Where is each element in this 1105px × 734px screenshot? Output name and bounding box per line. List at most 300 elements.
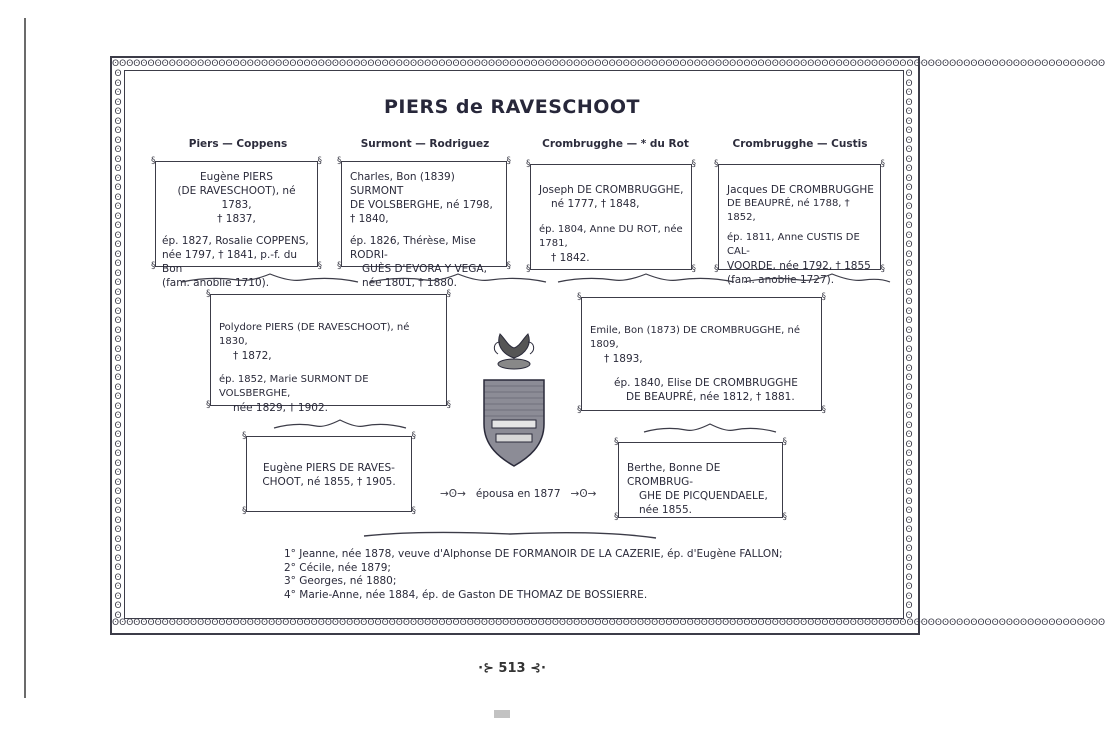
- border-ornament: ʘ: [502, 618, 510, 628]
- border-ornament: ʘ: [114, 78, 122, 89]
- border-ornament: ʘ: [566, 59, 574, 69]
- border-ornament: ʘ: [459, 59, 467, 69]
- border-ornament: ʘ: [807, 59, 815, 69]
- border-ornament: ʘ: [114, 192, 122, 203]
- corner-ornament: §: [151, 156, 156, 166]
- border-ornament: ʘ: [905, 544, 913, 554]
- border-ornament: ʘ: [424, 59, 432, 69]
- box-line: † 1893,: [604, 353, 643, 365]
- border-ornament: ʘ: [905, 183, 913, 193]
- border-ornament: ʘ: [114, 439, 122, 450]
- page-title: PIERS de RAVESCHOOT: [383, 96, 641, 118]
- border-ornament: ʘ: [757, 618, 765, 628]
- border-ornament: ʘ: [700, 59, 708, 69]
- border-ornament: ʘ: [587, 59, 595, 69]
- border-ornament: ʘ: [133, 618, 141, 628]
- border-ornament: ʘ: [1034, 59, 1042, 69]
- box-line: VOORDE, née 1792, † 1855: [727, 260, 871, 272]
- child-entry: 4° Marie-Anne, née 1884, ép. de Gaston DE THOMAZ DE BOSSIERRE.: [284, 588, 648, 601]
- border-ornament: ʘ: [114, 506, 122, 516]
- border-ornament: ʘ: [114, 88, 122, 98]
- border-ornament: ʘ: [558, 59, 566, 69]
- border-ornament: ʘ: [324, 59, 332, 69]
- border-ornament: ʘ: [282, 59, 290, 69]
- box-line: DE BEAUPRÉ, né 1788, † 1852,: [727, 198, 850, 223]
- border-ornament: ʘ: [114, 325, 122, 336]
- children-list: [284, 548, 783, 602]
- border-ornament: ʘ: [991, 618, 999, 628]
- border-ornament: ʘ: [112, 59, 120, 69]
- border-ornament: ʘ: [934, 618, 942, 628]
- border-ornament: ʘ: [182, 59, 191, 69]
- border-ornament: ʘ: [114, 591, 122, 602]
- border-ornament: ʘ: [835, 59, 843, 69]
- border-ornament: ʘ: [793, 618, 801, 628]
- border-ornament: ʘ: [523, 618, 531, 628]
- corner-ornament: §: [242, 506, 247, 516]
- border-ornament: ʘ: [516, 618, 524, 628]
- border-ornament: ʘ: [771, 618, 779, 628]
- border-ornament: ʘ: [743, 618, 751, 628]
- border-ornament: ʘ: [764, 618, 772, 628]
- border-ornament: ʘ: [842, 59, 850, 69]
- border-ornament: ʘ: [459, 618, 467, 628]
- border-ornament: ʘ: [147, 618, 155, 628]
- border-ornament: ʘ: [905, 582, 913, 592]
- connector-brackets-top: [150, 268, 890, 292]
- border-ornament: ʘ: [807, 618, 815, 628]
- border-ornament: ʘ: [863, 618, 872, 628]
- border-ornament: ʘ: [998, 59, 1006, 69]
- border-ornament: ʘ: [905, 192, 913, 203]
- border-ornament: ʘ: [941, 618, 950, 628]
- border-ornament: ʘ: [114, 97, 122, 108]
- border-ornament: ʘ: [445, 618, 453, 628]
- corner-ornament: §: [317, 156, 322, 166]
- border-ornament: ʘ: [114, 468, 122, 478]
- border-ornament: ʘ: [1090, 618, 1099, 628]
- border-ornament: ʘ: [905, 135, 913, 146]
- border-ornament: ʘ: [905, 344, 913, 355]
- corner-ornament: §: [782, 437, 787, 447]
- border-ornament: ʘ: [182, 618, 191, 628]
- border-ornament: ʘ: [268, 618, 276, 628]
- border-ornament: ʘ: [114, 249, 122, 260]
- corner-ornament: §: [337, 156, 342, 166]
- border-ornament: ʘ: [114, 221, 122, 231]
- border-ornament: ʘ: [793, 59, 801, 69]
- border-ornament: ʘ: [905, 525, 913, 535]
- border-ornament: ʘ: [289, 618, 297, 628]
- border-ornament: ʘ: [906, 618, 914, 628]
- border-ornament: ʘ: [331, 59, 339, 69]
- border-ornament: ʘ: [927, 59, 935, 69]
- arrow-ornament-right: →ʘ→: [570, 488, 597, 500]
- border-ornament: ʘ: [544, 618, 552, 628]
- border-ornament: ʘ: [239, 618, 247, 628]
- border-ornament: ʘ: [587, 618, 595, 628]
- border-ornament: ʘ: [225, 59, 233, 69]
- box-line: Berthe, Bonne DE CROMBRUG-: [627, 462, 721, 488]
- border-ornament: ʘ: [878, 618, 886, 628]
- corner-ornament: §: [714, 264, 719, 274]
- border-ornament: ʘ: [232, 59, 240, 69]
- genealogy-box-eugene-piers-junior: [242, 431, 416, 516]
- border-ornament: ʘ: [707, 618, 715, 628]
- border-ornament: ʘ: [871, 59, 879, 69]
- border-ornament: ʘ: [601, 618, 609, 628]
- border-ornament: ʘ: [905, 78, 913, 89]
- border-ornament: ʘ: [253, 618, 261, 628]
- border-ornament: ʘ: [622, 59, 630, 69]
- border-ornament: ʘ: [905, 487, 913, 497]
- border-ornament: ʘ: [573, 59, 581, 69]
- border-ornament: ʘ: [353, 59, 361, 69]
- box-line: Eugène PIERS DE RAVES-: [263, 462, 395, 474]
- box-line: née 1797, † 1841, p.-f. du Bon: [162, 249, 298, 275]
- border-ornament: ʘ: [114, 392, 122, 402]
- border-ornament: ʘ: [473, 618, 481, 628]
- border-ornament: ʘ: [885, 59, 893, 69]
- corner-ornament: §: [506, 261, 511, 271]
- border-ornament: ʘ: [114, 278, 122, 288]
- border-ornament: ʘ: [679, 59, 687, 69]
- border-ornament: ʘ: [438, 59, 446, 69]
- border-ornament: ʘ: [1069, 618, 1077, 628]
- border-ornament: ʘ: [1034, 618, 1042, 628]
- border-ornament: ʘ: [114, 582, 122, 592]
- border-ornament: ʘ: [622, 618, 630, 628]
- corner-ornament: §: [206, 400, 211, 410]
- border-ornament: ʘ: [218, 618, 226, 628]
- ornament-border-bottom: [112, 617, 1105, 629]
- border-ornament: ʘ: [402, 59, 410, 69]
- border-ornament: ʘ: [114, 420, 122, 431]
- border-ornament: ʘ: [1048, 59, 1056, 69]
- border-ornament: ʘ: [409, 59, 418, 69]
- border-ornament: ʘ: [114, 477, 122, 488]
- border-ornament: ʘ: [828, 618, 836, 628]
- border-ornament: ʘ: [409, 618, 418, 628]
- border-ornament: ʘ: [905, 211, 913, 222]
- border-ornament: ʘ: [849, 59, 857, 69]
- border-ornament: ʘ: [905, 126, 913, 136]
- border-ornament: ʘ: [984, 618, 992, 628]
- border-ornament: ʘ: [114, 430, 122, 440]
- border-ornament: ʘ: [905, 116, 913, 127]
- box-line: † 1872,: [233, 350, 272, 362]
- border-ornament: ʘ: [905, 382, 913, 393]
- border-ornament: ʘ: [473, 59, 481, 69]
- border-ornament: ʘ: [331, 618, 339, 628]
- border-ornament: ʘ: [1055, 59, 1063, 69]
- genealogy-box-charles-surmont: [337, 156, 511, 289]
- border-ornament: ʘ: [197, 59, 205, 69]
- border-ornament: ʘ: [905, 449, 913, 459]
- border-ornament: ʘ: [905, 202, 913, 212]
- border-ornament: ʘ: [1062, 59, 1070, 69]
- border-ornament: ʘ: [608, 59, 616, 69]
- border-ornament: ʘ: [905, 373, 913, 383]
- border-ornament: ʘ: [114, 126, 122, 136]
- border-ornament: ʘ: [700, 618, 708, 628]
- border-ornament: ʘ: [114, 316, 122, 326]
- border-ornament: ʘ: [232, 618, 240, 628]
- border-ornament: ʘ: [114, 382, 122, 393]
- ornament-border-right: [902, 69, 916, 621]
- border-ornament: ʘ: [856, 618, 864, 628]
- border-ornament: ʘ: [466, 618, 474, 628]
- border-ornament: ʘ: [905, 534, 913, 545]
- border-ornament: ʘ: [197, 618, 205, 628]
- border-ornament: ʘ: [764, 59, 772, 69]
- border-ornament: ʘ: [114, 335, 122, 345]
- corner-ornament: §: [821, 292, 826, 302]
- border-ornament: ʘ: [114, 458, 122, 469]
- border-ornament: ʘ: [537, 59, 545, 69]
- heading-crombrugghe-custis: Crombrugghe — Custis: [732, 138, 868, 150]
- border-ornament: ʘ: [778, 59, 786, 69]
- border-ornament: ʘ: [905, 107, 913, 117]
- border-ornament: ʘ: [296, 59, 304, 69]
- border-ornament: ʘ: [672, 618, 680, 628]
- border-ornament: ʘ: [154, 59, 162, 69]
- border-ornament: ʘ: [275, 59, 283, 69]
- box-line: GHE DE PICQUENDAELE,: [639, 490, 768, 502]
- border-ornament: ʘ: [977, 618, 985, 628]
- border-ornament: ʘ: [905, 506, 913, 516]
- border-ornament: ʘ: [530, 618, 538, 628]
- border-ornament: ʘ: [438, 618, 446, 628]
- border-ornament: ʘ: [757, 59, 765, 69]
- border-ornament: ʘ: [487, 59, 496, 69]
- box-line: Jacques DE CROMBRUGGHE: [727, 184, 874, 196]
- border-ornament: ʘ: [963, 59, 971, 69]
- border-ornament: ʘ: [126, 618, 134, 628]
- border-ornament: ʘ: [114, 515, 122, 526]
- border-ornament: ʘ: [722, 618, 730, 628]
- heading-surmont-rodriguez: Surmont — Rodriguez: [360, 138, 490, 150]
- border-ornament: ʘ: [821, 59, 829, 69]
- border-ornament: ʘ: [905, 278, 913, 288]
- border-ornament: ʘ: [885, 618, 893, 628]
- border-ornament: ʘ: [1083, 59, 1091, 69]
- border-ornament: ʘ: [1048, 618, 1056, 628]
- corner-ornament: §: [317, 261, 322, 271]
- box-line: (fam. anoblie 1710).: [162, 277, 270, 289]
- border-ornament: ʘ: [114, 268, 122, 279]
- border-ornament: ʘ: [544, 59, 552, 69]
- border-ornament: ʘ: [161, 59, 169, 69]
- border-ornament: ʘ: [114, 287, 122, 298]
- coat-of-arms-icon: [478, 328, 550, 470]
- border-ornament: ʘ: [1027, 618, 1035, 628]
- border-ornament: ʘ: [360, 618, 368, 628]
- border-ornament: ʘ: [388, 59, 396, 69]
- border-ornament: ʘ: [530, 59, 538, 69]
- border-ornament: ʘ: [175, 59, 183, 69]
- border-ornament: ʘ: [114, 306, 122, 317]
- border-ornament: ʘ: [905, 563, 913, 573]
- border-ornament: ʘ: [168, 618, 176, 628]
- border-ornament: ʘ: [905, 145, 913, 155]
- border-ornament: ʘ: [651, 59, 659, 69]
- genealogy-box-polydore-piers: [206, 289, 451, 414]
- border-ornament: ʘ: [665, 618, 673, 628]
- border-ornament: ʘ: [114, 145, 122, 155]
- border-ornament: ʘ: [905, 420, 913, 431]
- border-ornament: ʘ: [736, 618, 744, 628]
- border-ornament: ʘ: [1098, 59, 1105, 69]
- genealogy-box-jacques-crombrugghe: [714, 159, 885, 286]
- border-ornament: ʘ: [260, 618, 269, 628]
- ornament-border-top: [112, 58, 1105, 70]
- border-ornament: ʘ: [905, 164, 913, 174]
- border-ornament: ʘ: [814, 59, 822, 69]
- child-entry: 2° Cécile, née 1879;: [284, 561, 391, 574]
- border-ornament: ʘ: [114, 525, 122, 535]
- box-line: Joseph DE CROMBRUGGHE,: [539, 184, 684, 196]
- border-ornament: ʘ: [878, 59, 886, 69]
- border-ornament: ʘ: [114, 496, 122, 507]
- border-ornament: ʘ: [367, 59, 375, 69]
- married-text: épousa en 1877: [475, 488, 561, 500]
- box-line: CHOOT, né 1855, † 1905.: [262, 476, 396, 488]
- heading-crombrugghe-du-rot: Crombrugghe — * du Rot: [542, 138, 689, 150]
- box-line: DE VOLSBERGHE, né 1798,: [350, 199, 493, 211]
- border-ornament: ʘ: [580, 59, 588, 69]
- border-ornament: ʘ: [736, 59, 744, 69]
- border-ornament: ʘ: [112, 618, 120, 628]
- border-ornament: ʘ: [905, 259, 913, 269]
- corner-ornament: §: [411, 506, 416, 516]
- genealogy-box-berthe-crombrugghe: [614, 437, 787, 522]
- border-ornament: ʘ: [651, 618, 659, 628]
- border-ornament: ʘ: [190, 618, 198, 628]
- border-ornament: ʘ: [871, 618, 879, 628]
- border-ornament: ʘ: [905, 240, 913, 250]
- box-line: ép. 1840, Elise DE CROMBRUGGHE: [614, 377, 798, 389]
- border-ornament: ʘ: [771, 59, 779, 69]
- border-ornament: ʘ: [905, 363, 913, 374]
- border-ornament: ʘ: [693, 59, 701, 69]
- border-ornament: ʘ: [339, 59, 347, 69]
- border-ornament: ʘ: [1062, 618, 1070, 628]
- border-ornament: ʘ: [1005, 59, 1013, 69]
- border-ornament: ʘ: [487, 618, 496, 628]
- border-ornament: ʘ: [551, 59, 559, 69]
- corner-ornament: §: [782, 512, 787, 522]
- box-line: † 1837,: [217, 213, 256, 225]
- border-ornament: ʘ: [260, 59, 269, 69]
- border-ornament: ʘ: [905, 230, 913, 241]
- box-line: Emile, Bon (1873) DE CROMBRUGGHE, né 1809,: [590, 325, 800, 350]
- border-ornament: ʘ: [190, 59, 198, 69]
- border-ornament: ʘ: [949, 618, 957, 628]
- box-line: ép. 1852, Marie SURMONT DE VOLSBERGHE,: [219, 374, 369, 399]
- border-ornament: ʘ: [856, 59, 864, 69]
- border-ornament: ʘ: [594, 59, 602, 69]
- border-ornament: ʘ: [114, 572, 122, 583]
- border-ornament: ʘ: [679, 618, 687, 628]
- border-ornament: ʘ: [615, 618, 623, 628]
- border-ornament: ʘ: [114, 297, 122, 307]
- border-ornament: ʘ: [714, 59, 723, 69]
- border-ornament: ʘ: [934, 59, 942, 69]
- border-ornament: ʘ: [424, 618, 432, 628]
- border-ornament: ʘ: [353, 618, 361, 628]
- corner-ornament: §: [880, 159, 885, 169]
- box-line: Polydore PIERS (DE RAVESCHOOT), né 1830,: [219, 322, 410, 347]
- border-ornament: ʘ: [1020, 59, 1028, 69]
- border-ornament: ʘ: [114, 202, 122, 212]
- border-ornament: ʘ: [785, 59, 793, 69]
- border-ornament: ʘ: [905, 154, 913, 165]
- border-ornament: ʘ: [956, 618, 964, 628]
- heading-piers-coppens: Piers — Coppens: [188, 138, 288, 150]
- border-ornament: ʘ: [636, 59, 645, 69]
- box-line: Charles, Bon (1839) SURMONT: [350, 171, 455, 197]
- border-ornament: ʘ: [147, 59, 155, 69]
- border-ornament: ʘ: [140, 59, 148, 69]
- border-ornament: ʘ: [956, 59, 964, 69]
- box-line: ép. 1811, Anne CUSTIS DE CAL-: [727, 232, 860, 257]
- border-ornament: ʘ: [743, 59, 751, 69]
- border-ornament: ʘ: [991, 59, 999, 69]
- box-line: née 1855.: [639, 504, 692, 516]
- border-ornament: ʘ: [608, 618, 616, 628]
- border-ornament: ʘ: [218, 59, 226, 69]
- page-number-ornament-left: ·⊱: [478, 661, 499, 676]
- border-ornament: ʘ: [800, 618, 808, 628]
- border-ornament: ʘ: [133, 59, 141, 69]
- corner-ornament: §: [526, 159, 531, 169]
- border-ornament: ʘ: [275, 618, 283, 628]
- corner-ornament: §: [506, 156, 511, 166]
- border-ornament: ʘ: [480, 618, 488, 628]
- border-ornament: ʘ: [114, 211, 122, 222]
- border-ornament: ʘ: [303, 59, 311, 69]
- border-ornament: ʘ: [211, 618, 219, 628]
- border-ornament: ʘ: [899, 618, 907, 628]
- border-ornament: ʘ: [502, 59, 510, 69]
- genealogy-box-joseph-crombrugghe: [526, 159, 696, 274]
- border-ornament: ʘ: [114, 116, 122, 127]
- border-ornament: ʘ: [114, 601, 122, 611]
- border-ornament: ʘ: [114, 534, 122, 545]
- border-ornament: ʘ: [114, 449, 122, 459]
- border-ornament: ʘ: [686, 618, 694, 628]
- border-ornament: ʘ: [842, 618, 850, 628]
- border-ornament: ʘ: [402, 618, 410, 628]
- border-ornament: ʘ: [905, 439, 913, 450]
- border-ornament: ʘ: [1055, 618, 1063, 628]
- border-ornament: ʘ: [920, 59, 928, 69]
- border-ornament: ʘ: [629, 618, 637, 628]
- border-ornament: ʘ: [119, 618, 127, 628]
- border-ornament: ʘ: [346, 59, 354, 69]
- border-ornament: ʘ: [114, 401, 122, 412]
- border-ornament: ʘ: [374, 618, 382, 628]
- border-ornament: ʘ: [239, 59, 247, 69]
- border-ornament: ʘ: [339, 618, 347, 628]
- border-ornament: ʘ: [495, 618, 503, 628]
- border-ornament: ʘ: [417, 59, 425, 69]
- border-ornament: ʘ: [211, 59, 219, 69]
- border-ornament: ʘ: [984, 59, 992, 69]
- border-ornament: ʘ: [445, 59, 453, 69]
- border-ornament: ʘ: [905, 287, 913, 298]
